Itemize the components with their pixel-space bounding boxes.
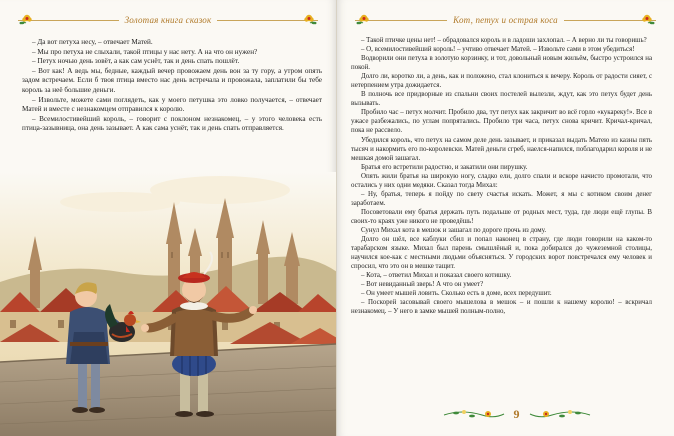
paragraph: – Кота, – ответил Михал и показал своего котишку. (361, 272, 512, 280)
floral-sprig-icon (528, 407, 592, 421)
floral-sprig-icon (442, 407, 506, 421)
paragraph: Посоветовали ему братья держать путь подальше от родных мест, туда, где люди ещё глупы. В своих-то краях уже никого не проведёшь! (351, 208, 652, 225)
right-running-header (355, 12, 656, 28)
flower-ornament-icon (18, 12, 34, 28)
paragraph: Долго он шёл, все каблуки сбил и попал наконец в страну, где люди говорили на каком-то тарабарском языке. Михал был парень смышлёный и, пока добирался до чужеземной столицы, научился кое-как с местными людьми объясняться. У городских ворот повстречался ему человек и спросил, что это он в мешке тащит. (351, 236, 652, 271)
paragraph: – Всемилостивейший король, – говорит с поклоном незнакомец, – у этого человека есть птица-зазывница, она день зазывает. А как сама уснёт, так и день спать отправляется. (22, 114, 322, 133)
paragraph: Долго ли, коротко ли, а день, как и положено, стал клониться к вечеру. Король от радости сияет, с нетерпением утра дожидается. (351, 73, 652, 90)
paragraph: – Извольте, можете сами поглядеть, как у моего петушка это ловко получается, – отвечает Матей и вместе с незнакомцем отправился к королю. (22, 95, 322, 114)
paragraph: – Поскорей засовывай своего мышелова в мешок – и пошли к нашему королю! – вскричал незнакомец. – У него в замке мышей полным-полно, (351, 299, 652, 316)
left-body-text (22, 38, 322, 134)
story-illustration (0, 172, 337, 436)
paragraph: Братья его встретили радостно, и закатили они пирушку. (361, 163, 528, 171)
paragraph: Убедился король, что петух на самом деле день зазывает, и приказал выдать Матею из казны пять тысяч и накормить его по-королевски. Матей деньги сгреб, наелся-напился, поблагодарил короля и не мешкая домой зашагал. (351, 136, 652, 162)
flower-ornament-icon (355, 12, 371, 28)
paragraph: – О, всемилостивейший король! – учтиво отвечает Матей. – Извольте сами в этом убедиться! (361, 46, 635, 54)
right-page (337, 0, 674, 436)
left-header-title: Золотая книга сказок (119, 15, 218, 25)
paragraph: – Вот невиданный зверь! А что он умеет? (361, 281, 484, 289)
paragraph: – Он умеет мышей ловить. Сколько есть в доме, всех передушит. (361, 290, 552, 298)
flower-ornament-icon (640, 12, 656, 28)
paragraph: – Мы про петуха не слыхали, такой птицы у нас нету. А на что он нужен? (32, 47, 258, 56)
paragraph: – Вот как! А ведь мы, бедные, каждый вечер провожаем день вон за ту гору, а утром опять задом встречаем. Если б твоя птица вместо нас день встречала и провожала, заплатили бы тебе король за неё большие деньги. (22, 66, 322, 94)
left-running-header (18, 12, 318, 28)
right-body-text (351, 36, 652, 316)
paragraph: – Да вот петуха несу, – отвечает Матей. (32, 38, 153, 46)
page-number: 9 (513, 406, 520, 421)
flower-ornament-icon (302, 12, 318, 28)
paragraph: Пробило час – петух молчит. Пробило два, тут петух как закричит во всё горло «кукареку!». Все в ужасе разбежались, по углам попрятались. Пробило три часа, петух снова кричит. Кричал-кричал, пока не рассвело. (351, 109, 652, 135)
paragraph: В полночь все придворные из спальни своих постелей вылезли, ждут, как это петух будет день вызывать. (351, 91, 652, 108)
paragraph: – Ну, братья, теперь я пойду по свету счастья искать. Может, я мы с котиком своим денег заработаем. (351, 190, 652, 207)
paragraph: Сунул Михал кота в мешок и зашагал по дороге прочь из дому. (361, 226, 547, 234)
paragraph: – Такой птичке цены нет! – обрадовался король и в ладоши захлопал. – А верно ли ты говоришь? (361, 37, 647, 44)
paragraph: Водворили они петуха в золотую корзинку, и тот, довольный новым жильём, быстро устроился на покой. (351, 55, 652, 72)
paragraph: Опять жили братья на широкую ногу, сладко ели, долго спали и вскоре начисто промотали, что остались у них одни медяки. Сказал тогда Михал: (351, 172, 652, 189)
right-header-title: Кот, петух и острая коса (447, 15, 564, 25)
page-footer (377, 406, 656, 422)
paragraph: – Петух ночью день зовёт, а как сам уснёт, так и день спать пошлёт. (32, 57, 240, 66)
